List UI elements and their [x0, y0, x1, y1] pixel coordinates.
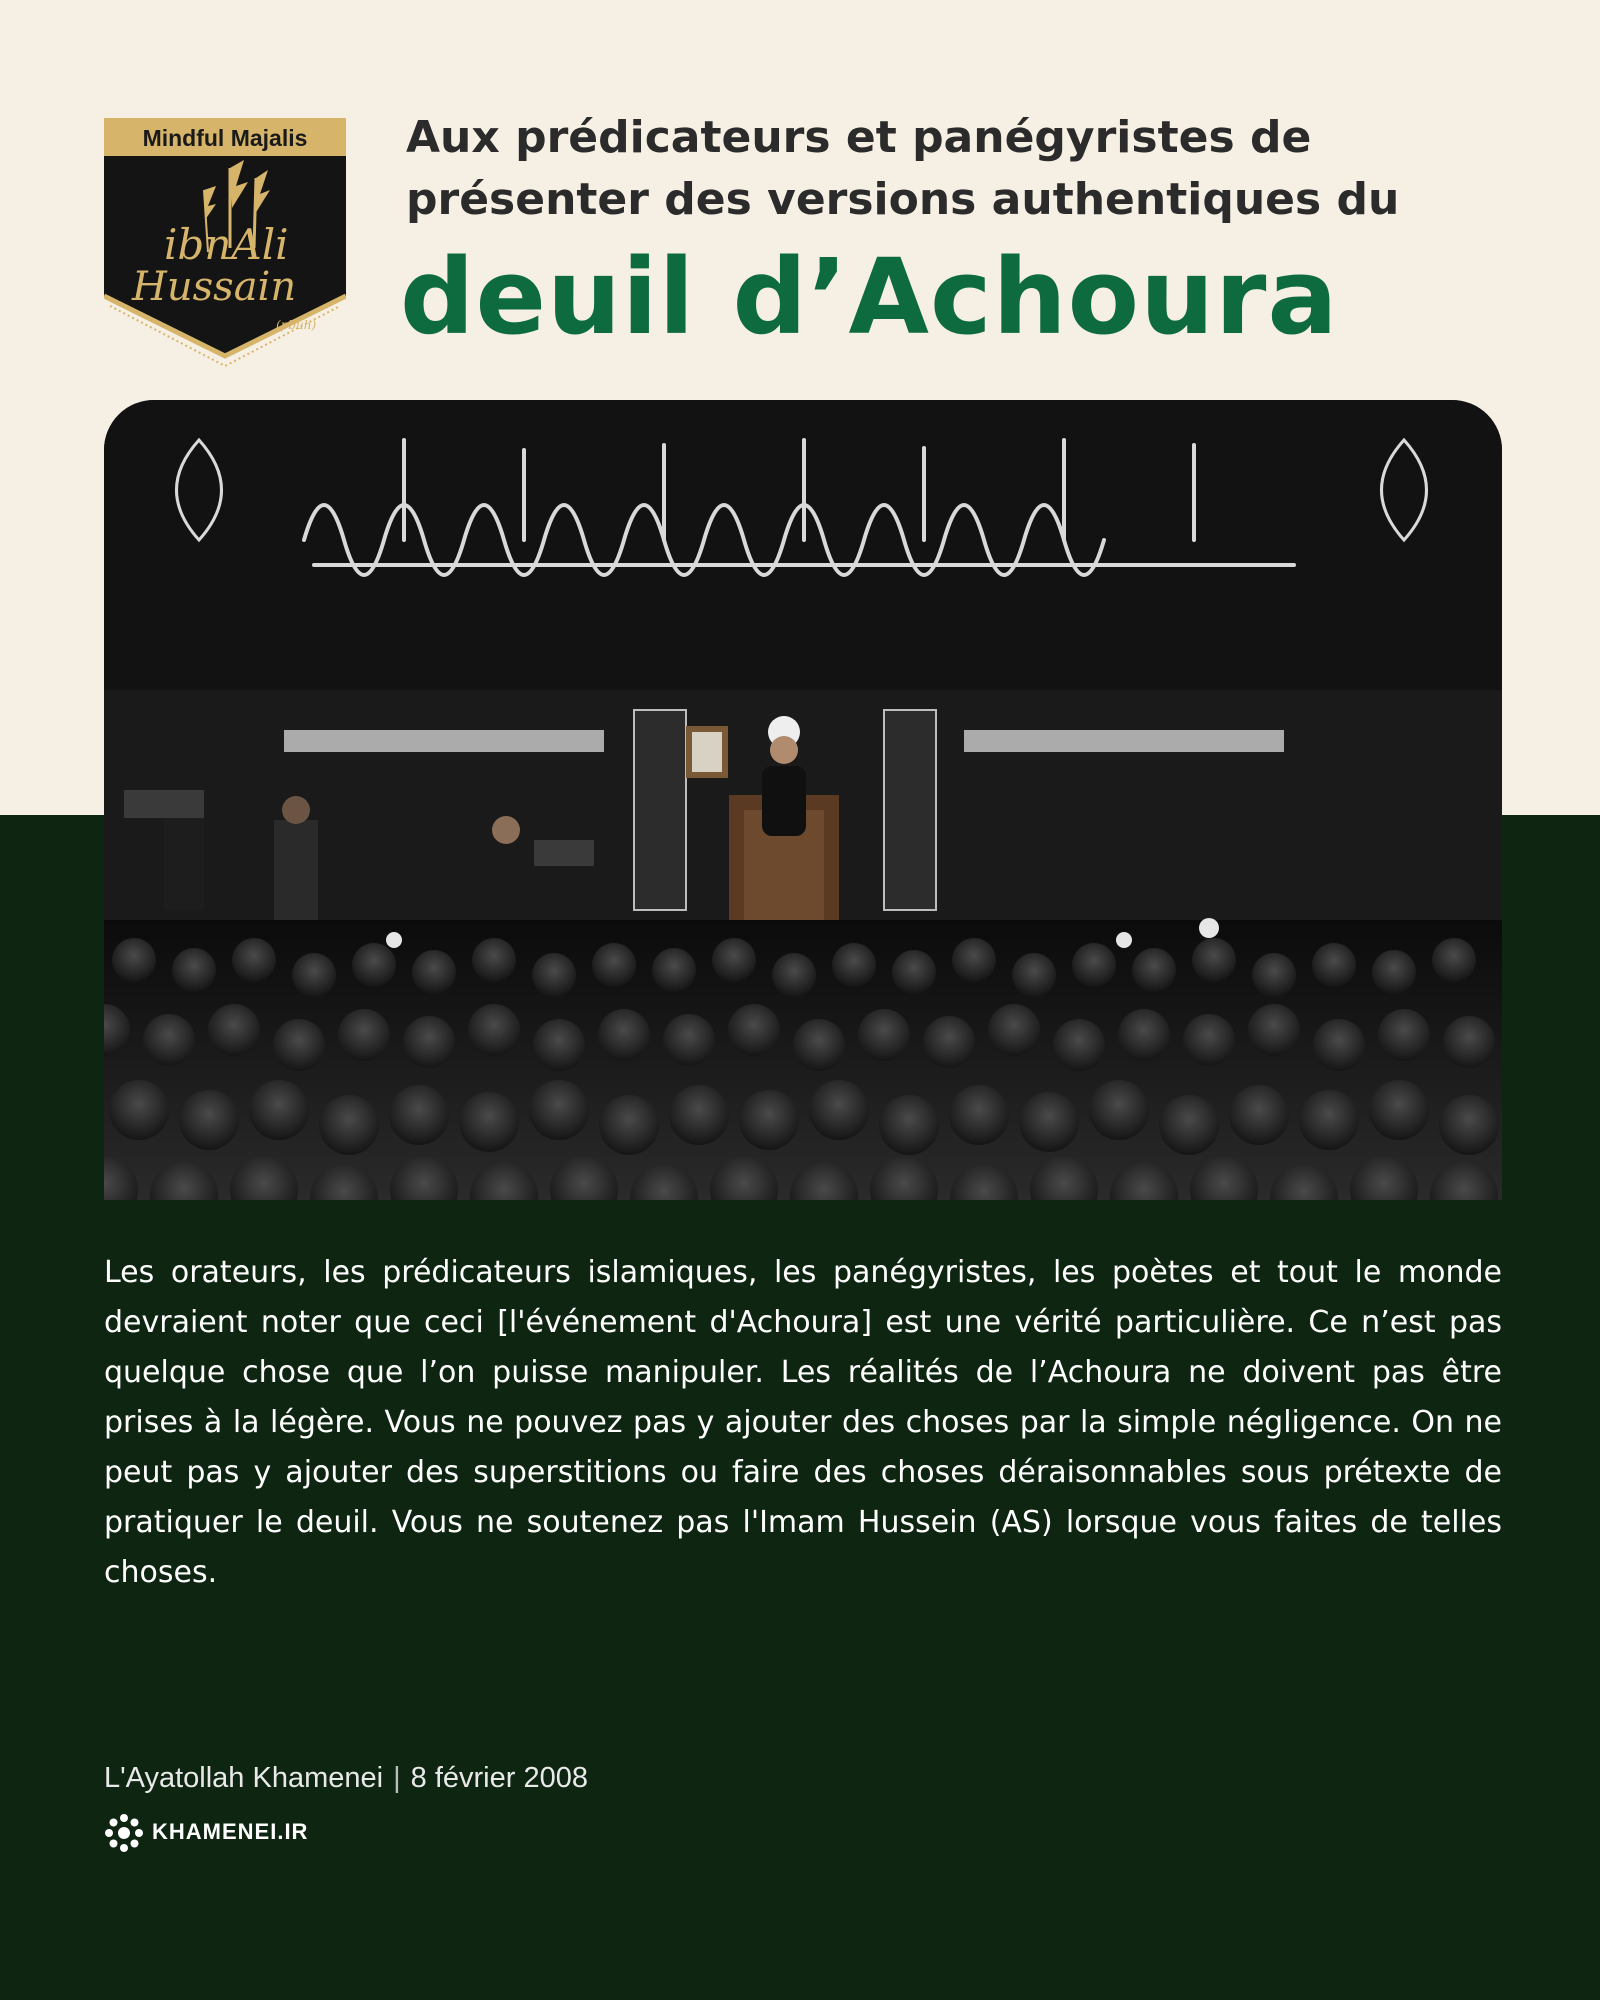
- attribution: [104, 1762, 588, 1795]
- badge-honorific: (pbuh): [276, 318, 317, 332]
- quote-body: Les orateurs, les prédicateurs islamiques, les panégyristes, les poètes et tout le monde devraient noter que ceci [l'événement d'Achoura] est une vérité particulière. Ce n’est pas quelque chose que l’on puisse manipuler. Les réalités de l’Achoura ne doivent pas être prises à la légère. Vous ne pouvez pas y ajouter des choses par la simple négligence. On ne peut pas y ajouter des superstitions ou faire des choses déraisonnables sous prétexte de pratiquer le deuil. Vous ne soutenez pas l'Imam Hussein (AS) lorsque vous faites de telles choses.: [104, 1255, 1502, 1590]
- ceremony-illustration: [104, 400, 1502, 1200]
- author-name: L'Ayatollah Khamenei: [104, 1762, 384, 1794]
- title-line-1: Aux prédicateurs et panégyristes de: [406, 112, 1312, 163]
- badge-name-line1: ibnAli: [164, 220, 289, 269]
- mindful-majalis-badge: [104, 118, 346, 376]
- badge-label: Mindful Majalis: [104, 118, 346, 158]
- quote-date: 8 février 2008: [410, 1762, 588, 1794]
- title-line-2: présenter des versions authentiques du: [406, 174, 1400, 225]
- mourning-ceremony-photo: [104, 400, 1502, 1200]
- title-highlight: deuil d’Achoura: [400, 236, 1339, 358]
- khamenei-logo-icon: [104, 1813, 144, 1853]
- separator: |: [393, 1762, 401, 1794]
- site-name: KHAMENEI.IR: [152, 1819, 309, 1844]
- badge-name-line2: Hussain: [132, 264, 297, 310]
